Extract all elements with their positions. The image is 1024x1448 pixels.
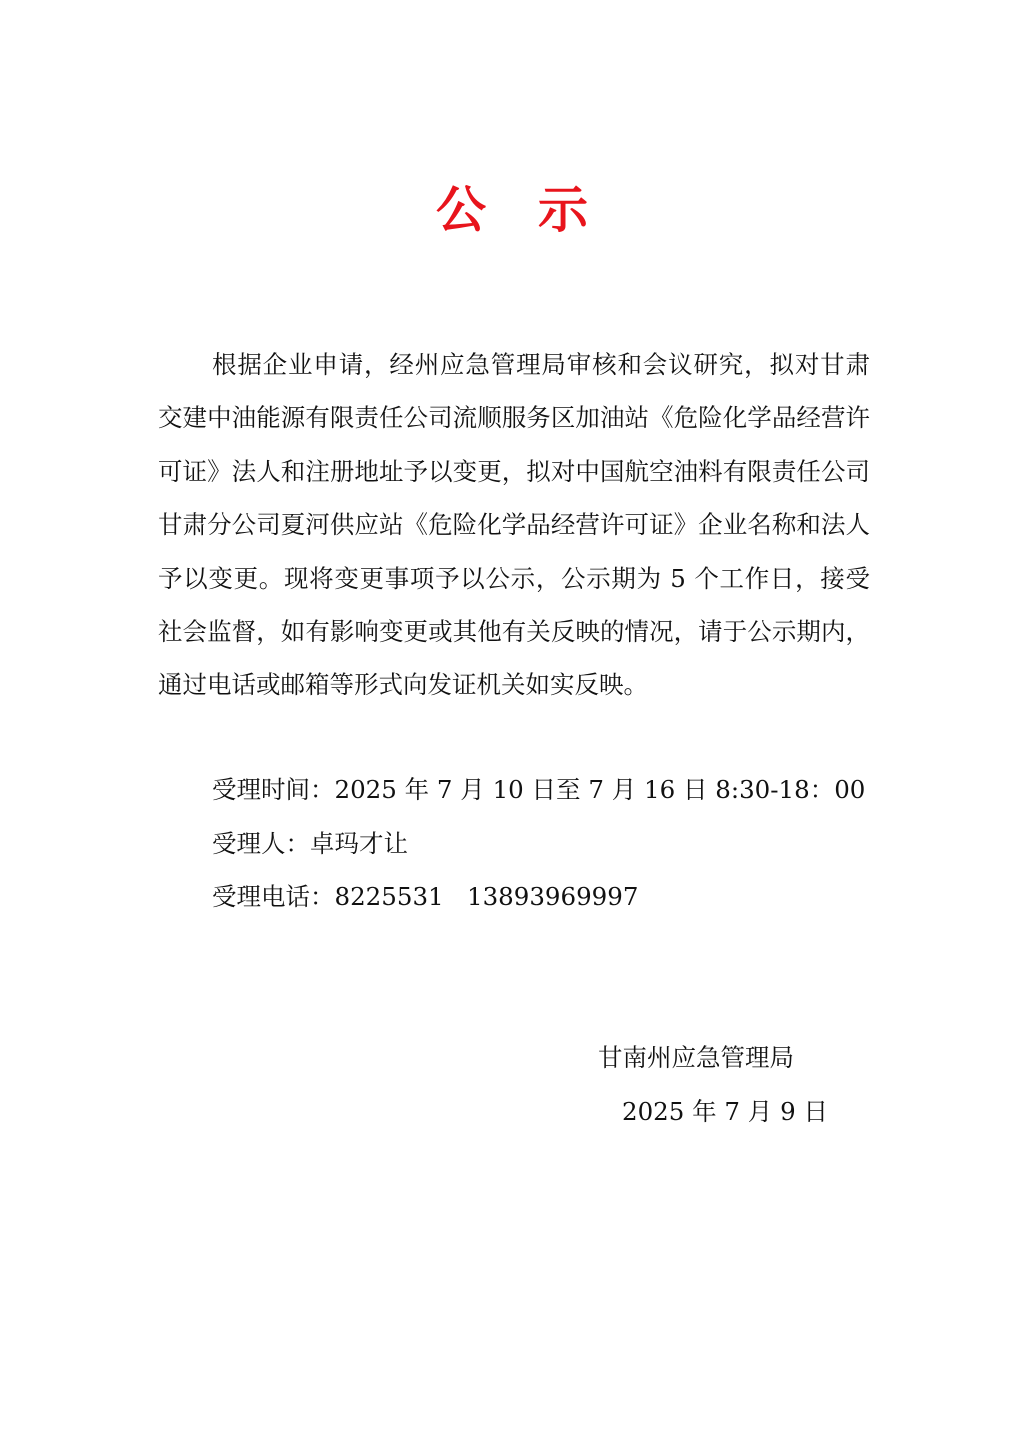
issue-date: 2025 年 7 月 9 日: [622, 1097, 828, 1126]
accept-phone: 受理电话：8225531 13893969997: [212, 882, 639, 911]
accept-time: 受理时间：2025 年 7 月 10 日至 7 月 16 日 8:30-18：00: [212, 775, 866, 804]
accept-person: 受理人：卓玛才让: [212, 829, 408, 858]
notice-body: 根据企业申请，经州应急管理局审核和会议研究，拟对甘肃交建中油能源有限责任公司流顺服务区加油站《危险化学品经营许可证》法人和注册地址予以变更，拟对中国航空油料有限责任公司甘肃分公司夏河供应站《危险化学品经营许可证》企业名称和法人予以变更。现将变更事项予以公示，公示期为 5 个工作日，接受社会监督，如有影响变更或其他有关反映的情况，请于公示期内，通过电话或邮箱等形式向发证机关如实反映。: [158, 350, 870, 700]
notice-title: 公示: [436, 180, 640, 239]
issuer-name: 甘南州应急管理局: [598, 1043, 794, 1072]
